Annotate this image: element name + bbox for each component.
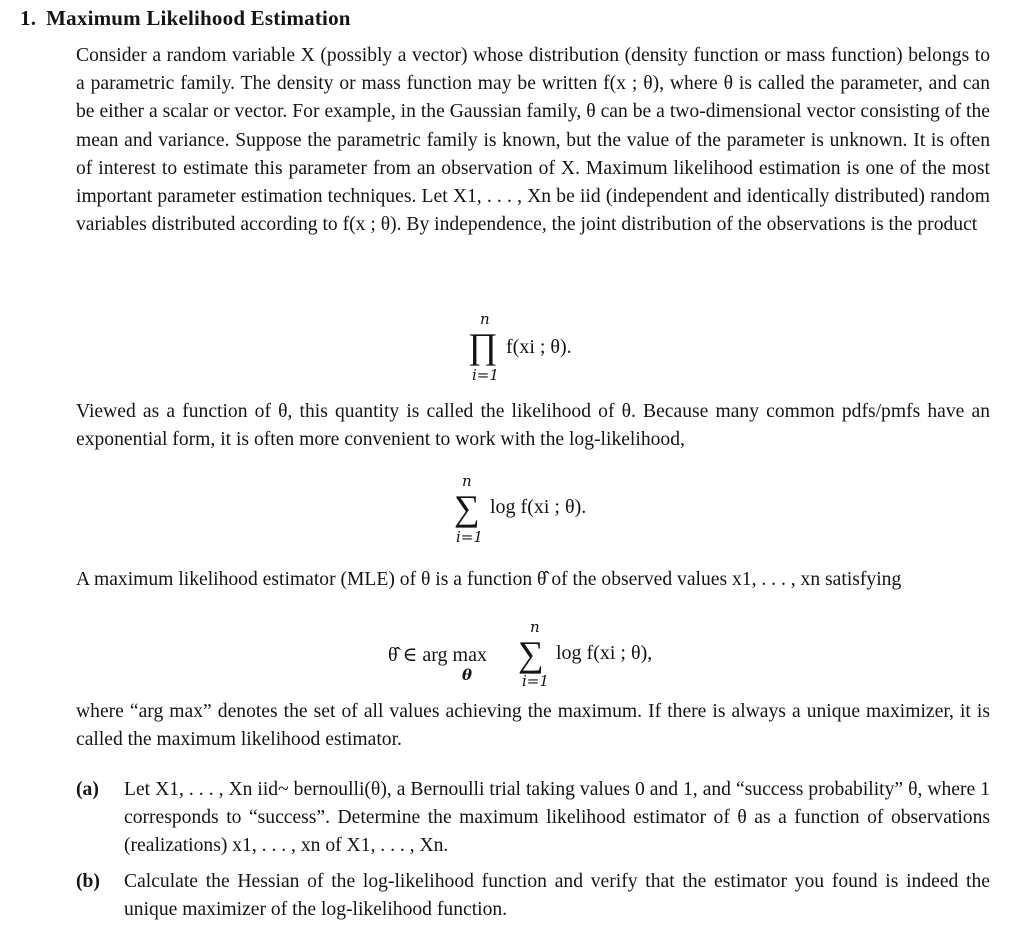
- section-number: 1.: [20, 6, 37, 30]
- likelihood-paragraph: Viewed as a function of θ, this quantity is called the likelihood of θ. Because many common pdfs/pmfs have an exponential form, it is often more convenient to work with the log-likelihood,: [76, 401, 990, 451]
- part-a-text: Let X1, . . . , Xn iid~ bernoulli(θ), a Bernoulli trial taking values 0 and 1, and “success probability” θ, where 1 corresponds to “success”. Determine the maximum likelihood estimator of θ as a function of observations (realizations) x1, . . . , xn of X1, . . . , Xn.: [124, 779, 990, 857]
- section-heading: [20, 6, 351, 31]
- sum-lower-limit: i=1: [456, 528, 483, 546]
- argmax-upper-limit: n: [530, 618, 540, 636]
- problem-part-b: [76, 868, 990, 924]
- argmax-subscript: θ: [462, 666, 473, 684]
- problem-part-a: [76, 776, 990, 861]
- section-title: Maximum Likelihood Estimation: [46, 6, 351, 30]
- argmax-lower-limit: i=1: [522, 672, 549, 690]
- product-operator: ∏: [468, 326, 498, 366]
- argmax-sum-operator: ∑: [518, 634, 544, 674]
- part-a-label: (a): [76, 779, 99, 800]
- product-lower-limit: i=1: [472, 366, 499, 384]
- mle-paragraph: A maximum likelihood estimator (MLE) of θ is a function θ̂ of the observed values x1, . . . , xn satisfying: [76, 569, 902, 590]
- argmax-body: log f(xi ; θ),: [556, 642, 653, 664]
- sum-body: log f(xi ; θ).: [490, 496, 587, 518]
- product-upper-limit: n: [480, 310, 490, 328]
- product-body: f(xi ; θ).: [506, 336, 572, 358]
- intro-paragraph: Consider a random variable X (possibly a vector) whose distribution (density function or mass function) belongs to a parametric family. The density or mass function may be written f(x ; θ), where θ is called the parameter, and can be either a scalar or vector. For example, in the Gaussian family, θ can be a two-dimensional vector consisting of the mean and variance. Suppose the parametric family is known, but the value of the parameter is unknown. It is often of interest to estimate this parameter from an observation of X. Maximum likelihood estimation is one of the most important parameter estimation techniques. Let X1, . . . , Xn be iid (independent and identically distributed) random variables distributed according to f(x ; θ). By independence, the joint distribution of the observations is the product: [76, 45, 990, 236]
- argmax-explanation-paragraph: where “arg max” denotes the set of all values achieving the maximum. If there is always a unique maximizer, it is called the maximum likelihood estimator.: [76, 701, 990, 751]
- sum-upper-limit: n: [462, 472, 472, 490]
- part-b-text: Calculate the Hessian of the log-likelihood function and verify that the estimator you found is indeed the unique maximizer of the log-likelihood function.: [124, 871, 990, 921]
- argmax-lhs: θ̂ ∈ arg max: [388, 644, 487, 666]
- part-b-label: (b): [76, 871, 100, 892]
- sum-operator: ∑: [454, 488, 480, 528]
